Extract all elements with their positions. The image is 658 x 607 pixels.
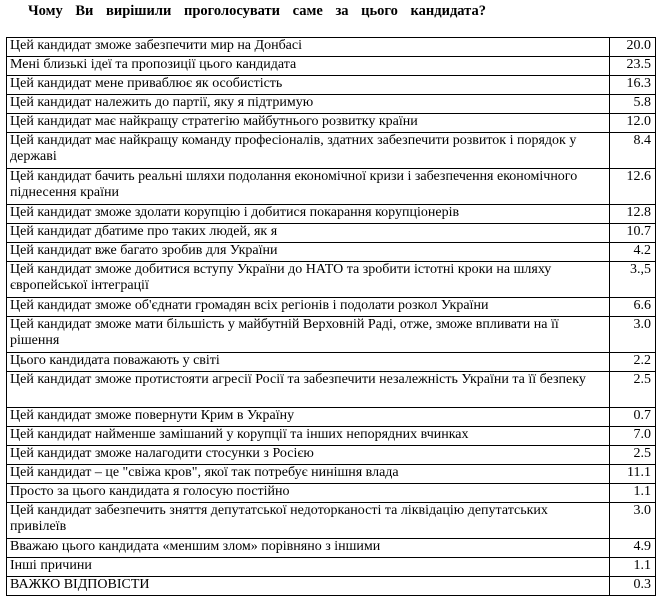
table-row <box>7 57 656 76</box>
table-row <box>7 38 656 57</box>
answer-label: Цей кандидат – це "свіжа кров", якої так потребує нинішня влада <box>7 465 610 484</box>
answer-percent: 3.,5 <box>610 262 656 298</box>
table-row <box>7 484 656 503</box>
answer-percent: 2.2 <box>610 353 656 372</box>
answer-label: Цей кандидат має найкращу стратегію майбутнього розвитку країни <box>7 114 610 133</box>
table-row <box>7 558 656 577</box>
answer-percent: 3.0 <box>610 503 656 539</box>
answer-percent: 0.7 <box>610 408 656 427</box>
answer-percent: 2.5 <box>610 372 656 408</box>
answer-label: Цей кандидат зможе налагодити стосунки з Росією <box>7 446 610 465</box>
answer-label: Просто за цього кандидата я голосую постійно <box>7 484 610 503</box>
answer-label: Інші причини <box>7 558 610 577</box>
table-row <box>7 169 656 205</box>
answer-label: Цей кандидат зможе об'єднати громадян всіх регіонів і подолати розкол України <box>7 298 610 317</box>
table-row <box>7 317 656 353</box>
table-row <box>7 205 656 224</box>
answer-label: Цього кандидата поважають у світі <box>7 353 610 372</box>
answer-label: Цей кандидат найменше замішаний у корупції та інших непорядних вчинках <box>7 427 610 446</box>
table-row <box>7 133 656 169</box>
table-row <box>7 446 656 465</box>
answer-label: Цей кандидат вже багато зробив для України <box>7 243 610 262</box>
answer-percent: 12.6 <box>610 169 656 205</box>
answer-percent: 3.0 <box>610 317 656 353</box>
answer-percent: 1.1 <box>610 558 656 577</box>
answer-percent: 4.9 <box>610 539 656 558</box>
table-row <box>7 408 656 427</box>
answer-label: Цей кандидат дбатиме про таких людей, як я <box>7 224 610 243</box>
answer-label: Цей кандидат зможе добитися вступу України до НАТО та зробити істотні кроки на шляху європейської інтеграції <box>7 262 610 298</box>
answer-label: Цей кандидат бачить реальні шляхи подолання економічної кризи і забезпечення економічного піднесення країни <box>7 169 610 205</box>
results-table <box>6 37 656 596</box>
table-row <box>7 539 656 558</box>
table-row <box>7 353 656 372</box>
table-row <box>7 577 656 596</box>
table-row <box>7 503 656 539</box>
answer-percent: 12.8 <box>610 205 656 224</box>
table-row <box>7 243 656 262</box>
table-row <box>7 224 656 243</box>
answer-percent: 7.0 <box>610 427 656 446</box>
answer-percent: 8.4 <box>610 133 656 169</box>
answer-percent: 11.1 <box>610 465 656 484</box>
table-row <box>7 465 656 484</box>
answer-label: Цей кандидат зможе протистояти агресії Росії та забезпечити незалежність України та її безпеку <box>7 372 610 408</box>
answer-label: Цей кандидат зможе мати більшість у майбутній Верховній Раді, отже, зможе впливати на її рішення <box>7 317 610 353</box>
answer-percent: 0.3 <box>610 577 656 596</box>
answer-label: Цей кандидат зможе повернути Крим в Україну <box>7 408 610 427</box>
table-row <box>7 95 656 114</box>
survey-question-title: Чому Ви вирішили проголосувати саме за цього кандидата? <box>28 3 486 19</box>
table-row <box>7 76 656 95</box>
table-row <box>7 372 656 408</box>
answer-label: Цей кандидат належить до партії, яку я підтримую <box>7 95 610 114</box>
answer-percent: 2.5 <box>610 446 656 465</box>
answer-percent: 10.7 <box>610 224 656 243</box>
answer-percent: 4.2 <box>610 243 656 262</box>
answer-percent: 6.6 <box>610 298 656 317</box>
answer-percent: 16.3 <box>610 76 656 95</box>
answer-label: Цей кандидат мене приваблює як особистість <box>7 76 610 95</box>
answer-label: Цей кандидат зможе здолати корупцію і добитися покарання корупціонерів <box>7 205 610 224</box>
answer-label: Мені близькі ідеї та пропозиції цього кандидата <box>7 57 610 76</box>
answer-percent: 12.0 <box>610 114 656 133</box>
answer-label: Цей кандидат зможе забезпечити мир на Донбасі <box>7 38 610 57</box>
answer-label: Цей кандидат має найкращу команду професіоналів, здатних забезпечити розвиток і порядок у державі <box>7 133 610 169</box>
answer-percent: 5.8 <box>610 95 656 114</box>
table-row <box>7 427 656 446</box>
answer-percent: 23.5 <box>610 57 656 76</box>
answer-label: ВАЖКО ВІДПОВІСТИ <box>7 577 610 596</box>
answer-percent: 1.1 <box>610 484 656 503</box>
table-row <box>7 298 656 317</box>
answer-label: Цей кандидат забезпечить зняття депутатської недоторканості та ліквідацію депутатських привілеїв <box>7 503 610 539</box>
table-row <box>7 114 656 133</box>
table-row <box>7 262 656 298</box>
answer-label: Вважаю цього кандидата «меншим злом» порівняно з іншими <box>7 539 610 558</box>
answer-percent: 20.0 <box>610 38 656 57</box>
